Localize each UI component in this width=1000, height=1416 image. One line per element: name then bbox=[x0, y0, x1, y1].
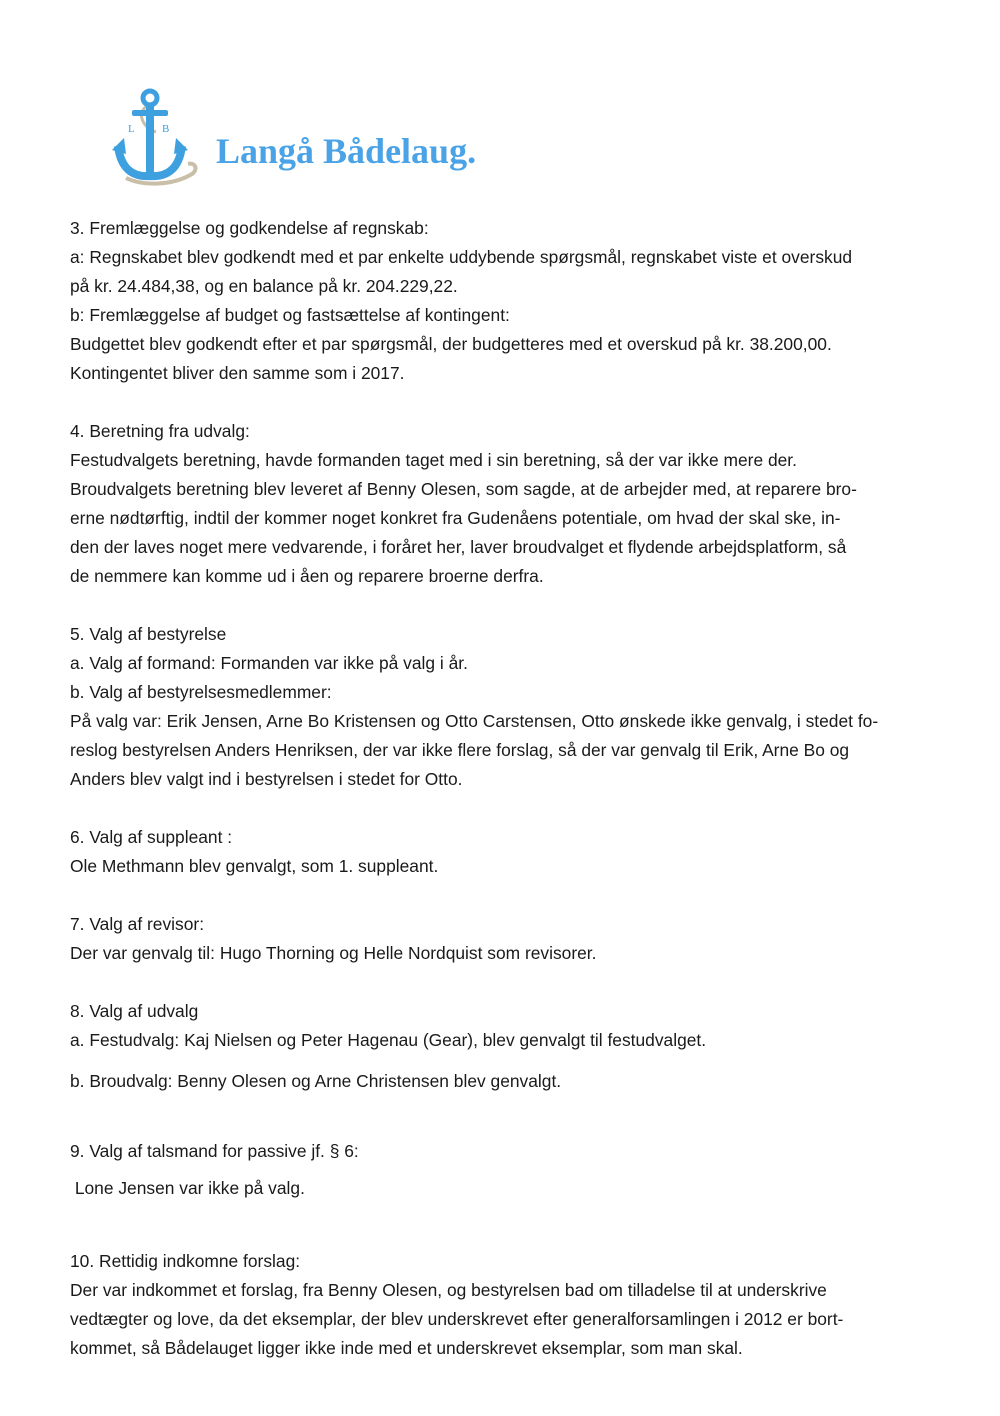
section-heading: 8. Valg af udvalg bbox=[70, 1001, 199, 1021]
section-8 bbox=[70, 997, 932, 1096]
paragraph-line: Der var genvalg til: Hugo Thorning og Helle Nordquist som revisorer. bbox=[70, 943, 597, 963]
paragraph-line: På valg var: Erik Jensen, Arne Bo Kristensen og Otto Carstensen, Otto ønskede ikke genvalg, i stedet fo- bbox=[70, 711, 879, 731]
paragraph-line: Budgettet blev godkendt efter et par spørgsmål, der budgetteres med et overskud på kr. 38.200,00. bbox=[70, 334, 832, 354]
paragraph-line: kommet, så Bådelauget ligger ikke inde med et underskrevet eksemplar, som man skal. bbox=[70, 1338, 743, 1358]
paragraph-line: a. Festudvalg: Kaj Nielsen og Peter Hagenau (Gear), blev genvalgt til festudvalget. bbox=[70, 1030, 707, 1050]
logo-letter-l: L bbox=[128, 123, 135, 135]
section-heading: 7. Valg af revisor: bbox=[70, 914, 205, 934]
section-9 bbox=[70, 1137, 932, 1203]
section-5 bbox=[70, 620, 932, 794]
section-4 bbox=[70, 417, 932, 591]
section-heading: 4. Beretning fra udvalg: bbox=[70, 421, 250, 441]
section-heading: 5. Valg af bestyrelse bbox=[70, 624, 227, 644]
club-name: Langå Bådelaug. bbox=[216, 131, 477, 171]
paragraph-line: Anders blev valgt ind i bestyrelsen i stedet for Otto. bbox=[70, 769, 463, 789]
paragraph-line: den der laves noget mere vedvarende, i foråret her, laver broudvalget et flydende arbejdsplatform, så bbox=[70, 537, 847, 557]
section-7 bbox=[70, 910, 932, 968]
section-3 bbox=[70, 214, 932, 388]
section-10 bbox=[70, 1247, 932, 1363]
paragraph-line: a. Valg af formand: Formanden var ikke på valg i år. bbox=[70, 653, 468, 673]
subheading: b. Valg af bestyrelsesmedlemmer: bbox=[70, 682, 332, 702]
paragraph-line: a: Regnskabet blev godkendt med et par enkelte uddybende spørgsmål, regnskabet viste et overskud bbox=[70, 247, 853, 267]
section-heading: 9. Valg af talsmand for passive jf. § 6: bbox=[70, 1141, 359, 1161]
logo-letter-b: B bbox=[162, 123, 170, 135]
paragraph-line: de nemmere kan komme ud i åen og reparere broerne derfra. bbox=[70, 566, 544, 586]
paragraph-line: på kr. 24.484,38, og en balance på kr. 204.229,22. bbox=[70, 276, 458, 296]
section-6 bbox=[70, 823, 932, 881]
paragraph-line: vedtægter og love, da det eksemplar, der blev underskrevet efter generalforsamlingen i 2012 er bort- bbox=[70, 1309, 844, 1329]
paragraph-line: reslog bestyrelsen Anders Henriksen, der var ikke flere forslag, så der var genvalg til Erik, Arne Bo og bbox=[70, 740, 850, 760]
paragraph-line: Der var indkommet et forslag, fra Benny Olesen, og bestyrelsen bad om tilladelse til at underskrive bbox=[70, 1280, 827, 1300]
section-heading: 3. Fremlæggelse og godkendelse af regnskab: bbox=[70, 218, 429, 238]
subheading: b: Fremlæggelse af budget og fastsættelse af kontingent: bbox=[70, 305, 510, 325]
paragraph-line: Lone Jensen var ikke på valg. bbox=[70, 1178, 305, 1198]
section-heading: 10. Rettidig indkomne forslag: bbox=[70, 1251, 301, 1271]
paragraph-line: Ole Methmann blev genvalgt, som 1. suppleant. bbox=[70, 856, 439, 876]
paragraph-line: Festudvalgets beretning, havde formanden taget med i sin beretning, så der var ikke mere der. bbox=[70, 450, 797, 470]
anchor-logo-icon bbox=[112, 88, 200, 188]
paragraph-line: Kontingentet bliver den samme som i 2017. bbox=[70, 363, 405, 383]
paragraph-line: erne nødtørftig, indtil der kommer noget konkret fra Gudenåens potentiale, om hvad der skal ske, in- bbox=[70, 508, 841, 528]
letterhead bbox=[112, 88, 712, 188]
section-heading: 6. Valg af suppleant : bbox=[70, 827, 233, 847]
paragraph-line: Broudvalgets beretning blev leveret af Benny Olesen, som sagde, at de arbejder med, at reparere bro- bbox=[70, 479, 857, 499]
paragraph-line: b. Broudvalg: Benny Olesen og Arne Christensen blev genvalgt. bbox=[70, 1071, 562, 1091]
minutes-body bbox=[70, 214, 932, 1392]
